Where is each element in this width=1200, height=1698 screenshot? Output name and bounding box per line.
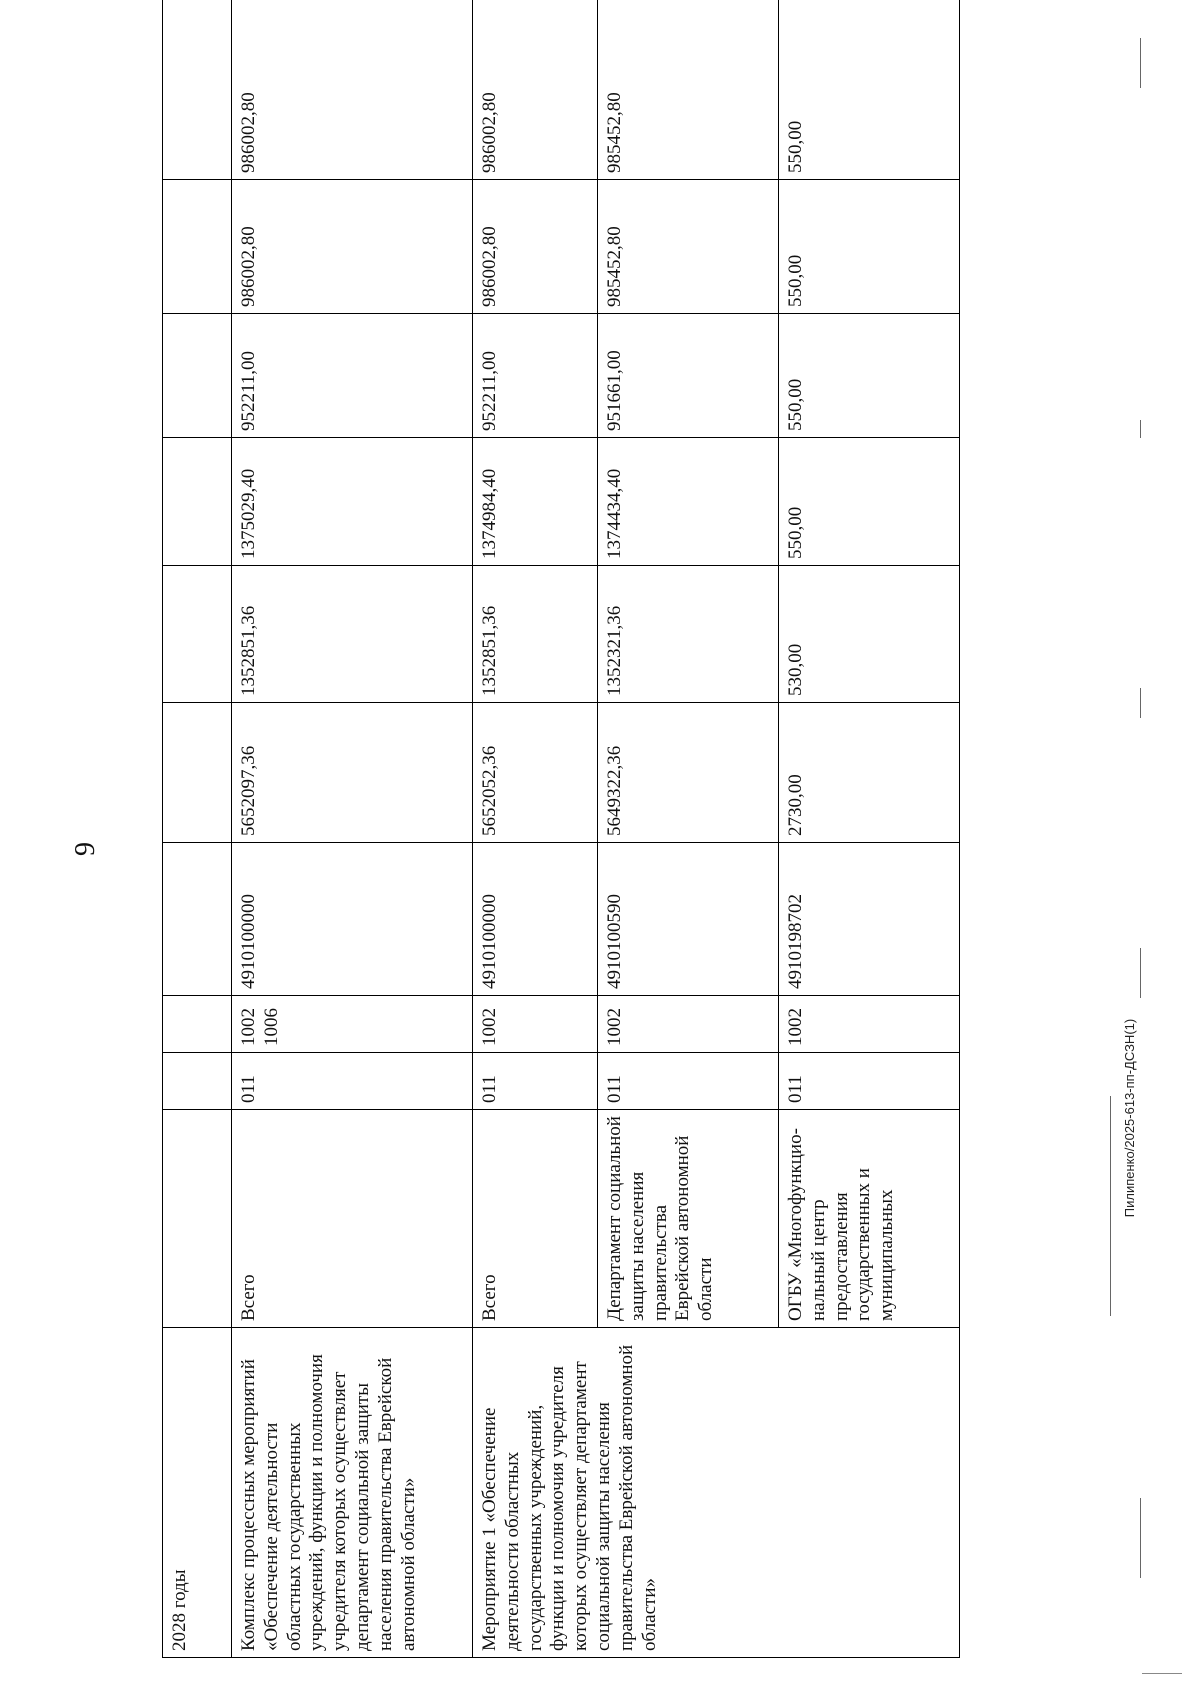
table-row-measure-total bbox=[473, 0, 598, 1658]
department-rzpr: 1002 bbox=[598, 996, 779, 1053]
scan-mark bbox=[1140, 38, 1142, 88]
measure-name: Мероприятие 1 «Обеспечение деятельности областных государственных учреждений, функции и полномочия учредителя которых осуществляет департамент социальной защиты населения правительства Еврейской автономной области» bbox=[473, 1328, 960, 1658]
department-value-4: 985452,80 bbox=[598, 180, 779, 314]
complex-grbs: 011 bbox=[232, 1053, 473, 1110]
period-label: 2028 годы bbox=[163, 1328, 232, 1658]
table-row-header bbox=[163, 0, 232, 1658]
scan-edge-mark bbox=[1142, 1673, 1182, 1674]
complex-value-total: 5652097,36 bbox=[232, 703, 473, 843]
stamp-underline bbox=[1110, 1096, 1112, 1316]
scan-mark bbox=[1140, 948, 1142, 998]
measure-csr: 4910100000 bbox=[473, 843, 598, 996]
mfc-value-3: 550,00 bbox=[779, 314, 960, 438]
measure-executor-total: Всего bbox=[473, 1110, 598, 1328]
measure-value-2: 1374984,40 bbox=[473, 438, 598, 566]
complex-value-2: 1375029,40 bbox=[232, 438, 473, 566]
department-value-1: 1352321,36 bbox=[598, 566, 779, 703]
complex-rzpr-1: 1002 bbox=[238, 1008, 259, 1046]
mfc-rzpr: 1002 bbox=[779, 996, 960, 1053]
department-value-2: 1374434,40 bbox=[598, 438, 779, 566]
complex-rzpr-2: 1006 bbox=[260, 1008, 282, 1046]
mfc-grbs: 011 bbox=[779, 1053, 960, 1110]
measure-value-3: 952211,00 bbox=[473, 314, 598, 438]
department-grbs: 011 bbox=[598, 1053, 779, 1110]
table-row-complex bbox=[232, 0, 473, 1658]
footer-stamp: Пилипенко/2025-613-пп-ДСЗН(1) bbox=[1122, 1018, 1137, 1218]
complex-csr: 4910100000 bbox=[232, 843, 473, 996]
mfc-value-1: 530,00 bbox=[779, 566, 960, 703]
complex-value-4: 986002,80 bbox=[232, 180, 473, 314]
budget-table bbox=[162, 0, 960, 1658]
complex-value-3: 952211,00 bbox=[232, 314, 473, 438]
department-csr: 4910100590 bbox=[598, 843, 779, 996]
page-number: 9 bbox=[70, 842, 101, 856]
complex-name: Комплекс процессных мероприятий «Обеспечение деятельности областных государственных учреждений, функции и полномочия учредителя которых осуществляет департамент социальной защиты населения правительства Еврейской автономной области» bbox=[232, 1328, 473, 1658]
measure-grbs: 011 bbox=[473, 1053, 598, 1110]
complex-executor: Всего bbox=[232, 1110, 473, 1328]
mfc-value-4: 550,00 bbox=[779, 180, 960, 314]
measure-rzpr: 1002 bbox=[473, 996, 598, 1053]
measure-value-total: 5652052,36 bbox=[473, 703, 598, 843]
department-value-3: 951661,00 bbox=[598, 314, 779, 438]
mfc-value-total: 2730,00 bbox=[779, 703, 960, 843]
measure-value-5: 986002,80 bbox=[473, 0, 598, 180]
measure-value-4: 986002,80 bbox=[473, 180, 598, 314]
mfc-csr: 4910198702 bbox=[779, 843, 960, 996]
department-value-5: 985452,80 bbox=[598, 0, 779, 180]
measure-value-1: 1352851,36 bbox=[473, 566, 598, 703]
complex-rzpr bbox=[232, 996, 473, 1053]
scan-mark bbox=[1140, 1498, 1142, 1578]
scan-mark bbox=[1140, 420, 1142, 438]
mfc-executor: ОГБУ «Многофункцио-нальный центр предоставления государственных и муниципальных bbox=[779, 1110, 960, 1328]
complex-value-5: 986002,80 bbox=[232, 0, 473, 180]
mfc-value-2: 550,00 bbox=[779, 438, 960, 566]
complex-value-1: 1352851,36 bbox=[232, 566, 473, 703]
department-value-total: 5649322,36 bbox=[598, 703, 779, 843]
department-executor: Департамент социальной защиты населения правительства Еврейской автономной области bbox=[598, 1110, 779, 1328]
scan-mark bbox=[1140, 688, 1142, 718]
mfc-value-5: 550,00 bbox=[779, 0, 960, 180]
